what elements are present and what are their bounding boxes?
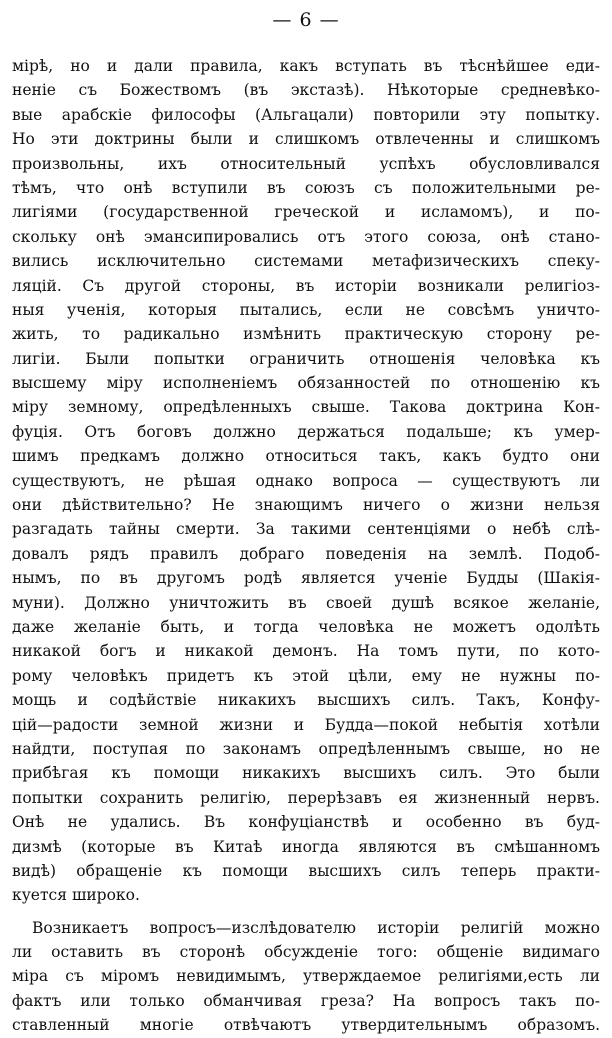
text-line: вились исключительно системами метафизическихъ спеку-: [12, 252, 600, 271]
text-line: фуція. Отъ боговъ должно держаться подальше; къ умер-: [12, 422, 600, 441]
text-line: довалъ рядъ правилъ добраго поведенія на землѣ. Подоб-: [12, 544, 600, 563]
text-line: видѣ) обращеніе къ помощи высшихъ силъ теперь практи-: [12, 861, 600, 880]
text-line: ли оставить въ сторонѣ обсужденіе того: общеніе видимаго: [12, 943, 600, 962]
text-line: шимъ предкамъ должно относиться такъ, какъ будто они: [12, 447, 600, 466]
text-line: никакой богъ и никакой демонъ. На томъ пути, по кото-: [12, 642, 600, 661]
text-line: вые арабскіе философы (Альгацали) повторили эту попытку.: [12, 105, 600, 124]
text-line: произвольны, ихъ относительный успѣхъ обусловливался: [12, 154, 600, 173]
text-line: Возникаетъ вопросъ—изслѣдователю исторіи религій можно: [32, 918, 600, 937]
text-line: рому человѣкъ придетъ къ этой цѣли, ему не нужны по-: [12, 666, 600, 685]
text-line: куется широко.: [12, 886, 140, 905]
text-line: попытки сохранить религію, перерѣзавъ ея жизненный нервъ.: [12, 788, 600, 807]
text-line: дизмѣ (которые въ Китаѣ иногда являются въ смѣшанномъ: [12, 837, 600, 856]
paragraph-spacer: [12, 908, 600, 916]
text-line: разгадать тайны смерти. За такими сентенціями о небѣ слѣ-: [12, 520, 600, 539]
text-line: тѣмъ, что онѣ вступили въ союзъ съ положительными ре-: [12, 178, 600, 197]
text-line: цій—радости земной жизни и Будда—покой небытія хотѣли: [12, 715, 600, 734]
text-line: ставленный многіе отвѣчаютъ утвердительнымъ образомъ.: [12, 1016, 600, 1035]
text-line: высшему міру исполненіемъ обязанностей по отношенію къ: [12, 374, 600, 393]
text-line: неніе съ Божествомъ (въ экстазѣ). Нѣкоторые средневѣко-: [12, 81, 600, 100]
text-line: мощь и содѣйствіе никакихъ высшихъ силъ. Такъ, Конфу-: [12, 691, 600, 710]
page-number-header: — 6 —: [272, 9, 340, 31]
text-line: ляцій. Съ другой стороны, въ исторіи возникали религіоз-: [12, 276, 600, 295]
paragraph: [12, 54, 600, 908]
text-line: скольку онѣ эмансипировались отъ этого союза, онѣ стано-: [12, 227, 600, 246]
text-line: они дѣйствительно? Не знающимъ ничего о жизни нельзя: [12, 496, 600, 515]
text-line: ныя ученія, которыя пытались, если не совсѣмъ уничто-: [12, 300, 600, 319]
text-line: существуютъ, не рѣшая однако вопроса — существуютъ ли: [12, 471, 600, 490]
text-line: нымъ, по въ другомъ родѣ является ученіе Будды (Шакія-: [12, 569, 600, 588]
paragraph: [12, 916, 600, 1038]
text-line: найдти, поступая по законамъ опредѣленнымъ свыше, но не: [12, 739, 600, 758]
text-line: лигіи. Были попытки ограничить отношенія человѣка къ: [12, 349, 600, 368]
text-line: прибѣгая къ помощи никакихъ высшихъ силъ. Это были: [12, 764, 600, 783]
text-line: міра съ міромъ невидимымъ, утверждаемое религіями,есть ли: [12, 967, 600, 986]
text-line: Онѣ не удались. Въ конфуціанствѣ и особенно въ буд-: [12, 813, 600, 832]
body-text: [12, 54, 600, 1038]
text-line: даже желаніе быть, и тогда человѣка не можетъ одолѣть: [12, 617, 600, 636]
text-line: фактъ или только обманчивая греза? На вопросъ такъ по-: [12, 991, 600, 1010]
text-line: міру земному, опредѣленныхъ свыше. Такова доктрина Кон-: [12, 398, 600, 417]
text-line: жить, то радикально измѣнить практическую сторону ре-: [12, 325, 600, 344]
text-line: муни). Должно уничтожить въ своей душѣ всякое желаніе,: [12, 593, 600, 612]
text-line: мірѣ, но и дали правила, какъ вступать въ тѣснѣйшее еди-: [12, 57, 600, 75]
text-line: Но эти доктрины были и слишкомъ отвлеченны и слишкомъ: [12, 130, 600, 149]
text-line: лигіями (государственной греческой и исламомъ), и по-: [12, 203, 600, 222]
